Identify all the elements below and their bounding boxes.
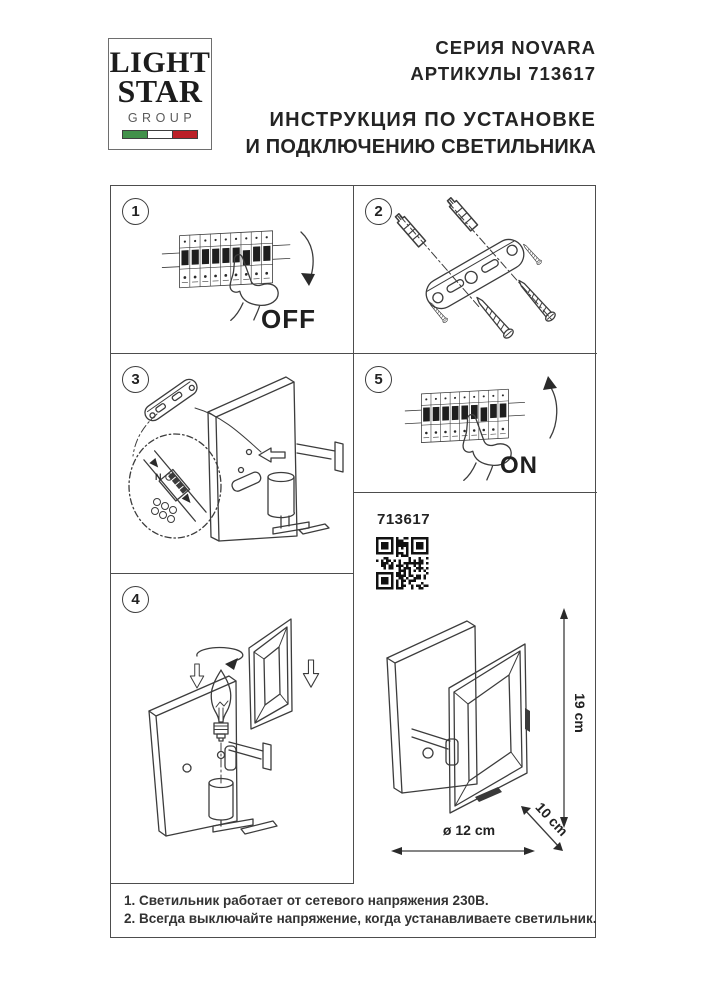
dimensions-drawing [372, 601, 597, 891]
flag-green-segment [123, 131, 147, 138]
step-4-panel [111, 574, 354, 884]
height-dimension-label: 19 cm [571, 693, 588, 733]
step-1-panel [111, 186, 354, 354]
instruction-grid [110, 185, 596, 938]
diameter-dimension-label: ø 12 cm [442, 822, 496, 838]
depth-dimension-label: 10 cm [532, 799, 572, 839]
bulb-shade-assembly-drawing [113, 578, 351, 878]
step-number-badge: 2 [365, 198, 392, 225]
article-title: АРТИКУЛЫ 713617 [410, 63, 596, 84]
neutral-terminal-label: N [155, 472, 162, 482]
lightstar-logo [108, 38, 212, 150]
header-block [245, 36, 596, 160]
logo-word-group: GROUP [127, 110, 197, 125]
step-number-badge: 1 [122, 198, 149, 225]
step-number-badge: 4 [122, 586, 149, 613]
step-number-badge: 5 [365, 366, 392, 393]
footnotes-block [111, 884, 597, 935]
footnote-1: 1. Светильник работает от сетевого напряжения 230В. [124, 893, 489, 908]
mounting-bracket-drawing [362, 192, 594, 348]
qr-code [376, 537, 429, 590]
logo-word-star: STAR [117, 73, 203, 110]
step-2-panel [354, 186, 597, 354]
off-label: OFF [261, 304, 316, 334]
terminal-block-detail [142, 450, 207, 523]
instruction-title-line1: ИНСТРУКЦИЯ ПО УСТАНОВКЕ [269, 109, 596, 131]
flag-red-segment [173, 131, 197, 138]
on-label: ON [500, 452, 538, 479]
wiring-assembly-drawing [113, 356, 351, 570]
series-title: СЕРИЯ NOVARA [435, 37, 596, 58]
breaker-on-drawing [382, 368, 582, 488]
flag-white-segment [147, 131, 173, 138]
logo-word-light: LIGHT [109, 46, 211, 80]
step-number-badge: 3 [122, 366, 149, 393]
step-5-panel [354, 354, 597, 493]
footnote-2: 2. Всегда выключайте напряжение, когда устанавливаете светильник. [124, 911, 597, 926]
step-3-panel [111, 354, 354, 574]
instruction-title-line2: И ПОДКЛЮЧЕНИЮ СВЕТИЛЬНИКА [245, 136, 596, 158]
article-number: 713617 [377, 511, 431, 528]
product-info-panel [354, 493, 597, 935]
italian-flag-stripe [122, 130, 198, 139]
